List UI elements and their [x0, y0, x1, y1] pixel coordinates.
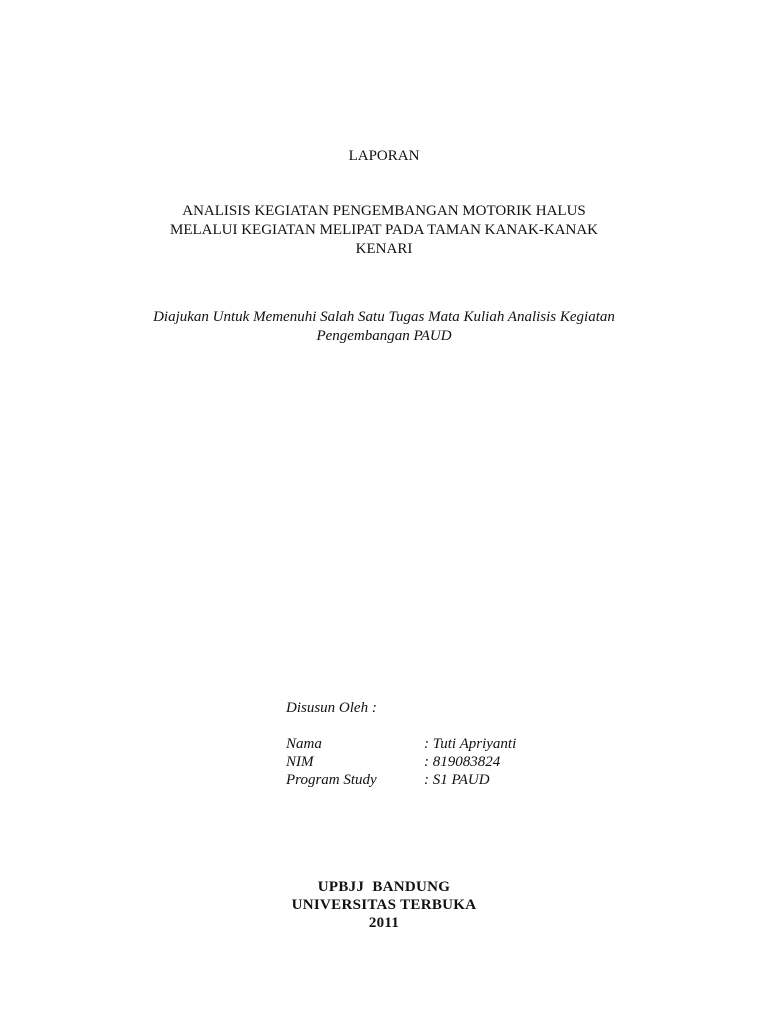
report-label-text: LAPORAN: [348, 148, 420, 164]
footer-year: 2011: [368, 915, 400, 931]
purpose-statement: [0, 308, 768, 346]
field-label-name: Nama: [286, 736, 322, 752]
author-heading: Disusun Oleh :: [286, 700, 377, 716]
purpose-line: Pengembangan PAUD: [316, 328, 452, 344]
field-value-program: : S1 PAUD: [424, 772, 490, 788]
title-line: MELALUI KEGIATAN MELIPAT PADA TAMAN KANAK-KANAK: [169, 222, 599, 238]
document-title: [0, 202, 768, 259]
footer-line: UPBJJ BANDUNG: [317, 879, 451, 895]
purpose-line: Diajukan Untuk Memenuhi Salah Satu Tugas Mata Kuliah Analisis Kegiatan: [153, 309, 615, 325]
institution-footer: [0, 878, 768, 932]
field-label-program: Program Study: [286, 772, 377, 788]
field-label-nim: NIM: [286, 754, 314, 770]
field-value-name: : Tuti Apriyanti: [424, 736, 517, 752]
field-value-nim: : 819083824: [424, 754, 501, 770]
title-line: ANALISIS KEGIATAN PENGEMBANGAN MOTORIK HALUS: [182, 203, 586, 219]
report-label: [0, 147, 768, 166]
author-field-row: [286, 735, 516, 753]
title-line: KENARI: [355, 241, 413, 257]
author-field-row: [286, 771, 516, 789]
author-field-row: [286, 753, 516, 771]
author-info: [286, 699, 516, 789]
footer-line: UNIVERSITAS TERBUKA: [291, 897, 477, 913]
